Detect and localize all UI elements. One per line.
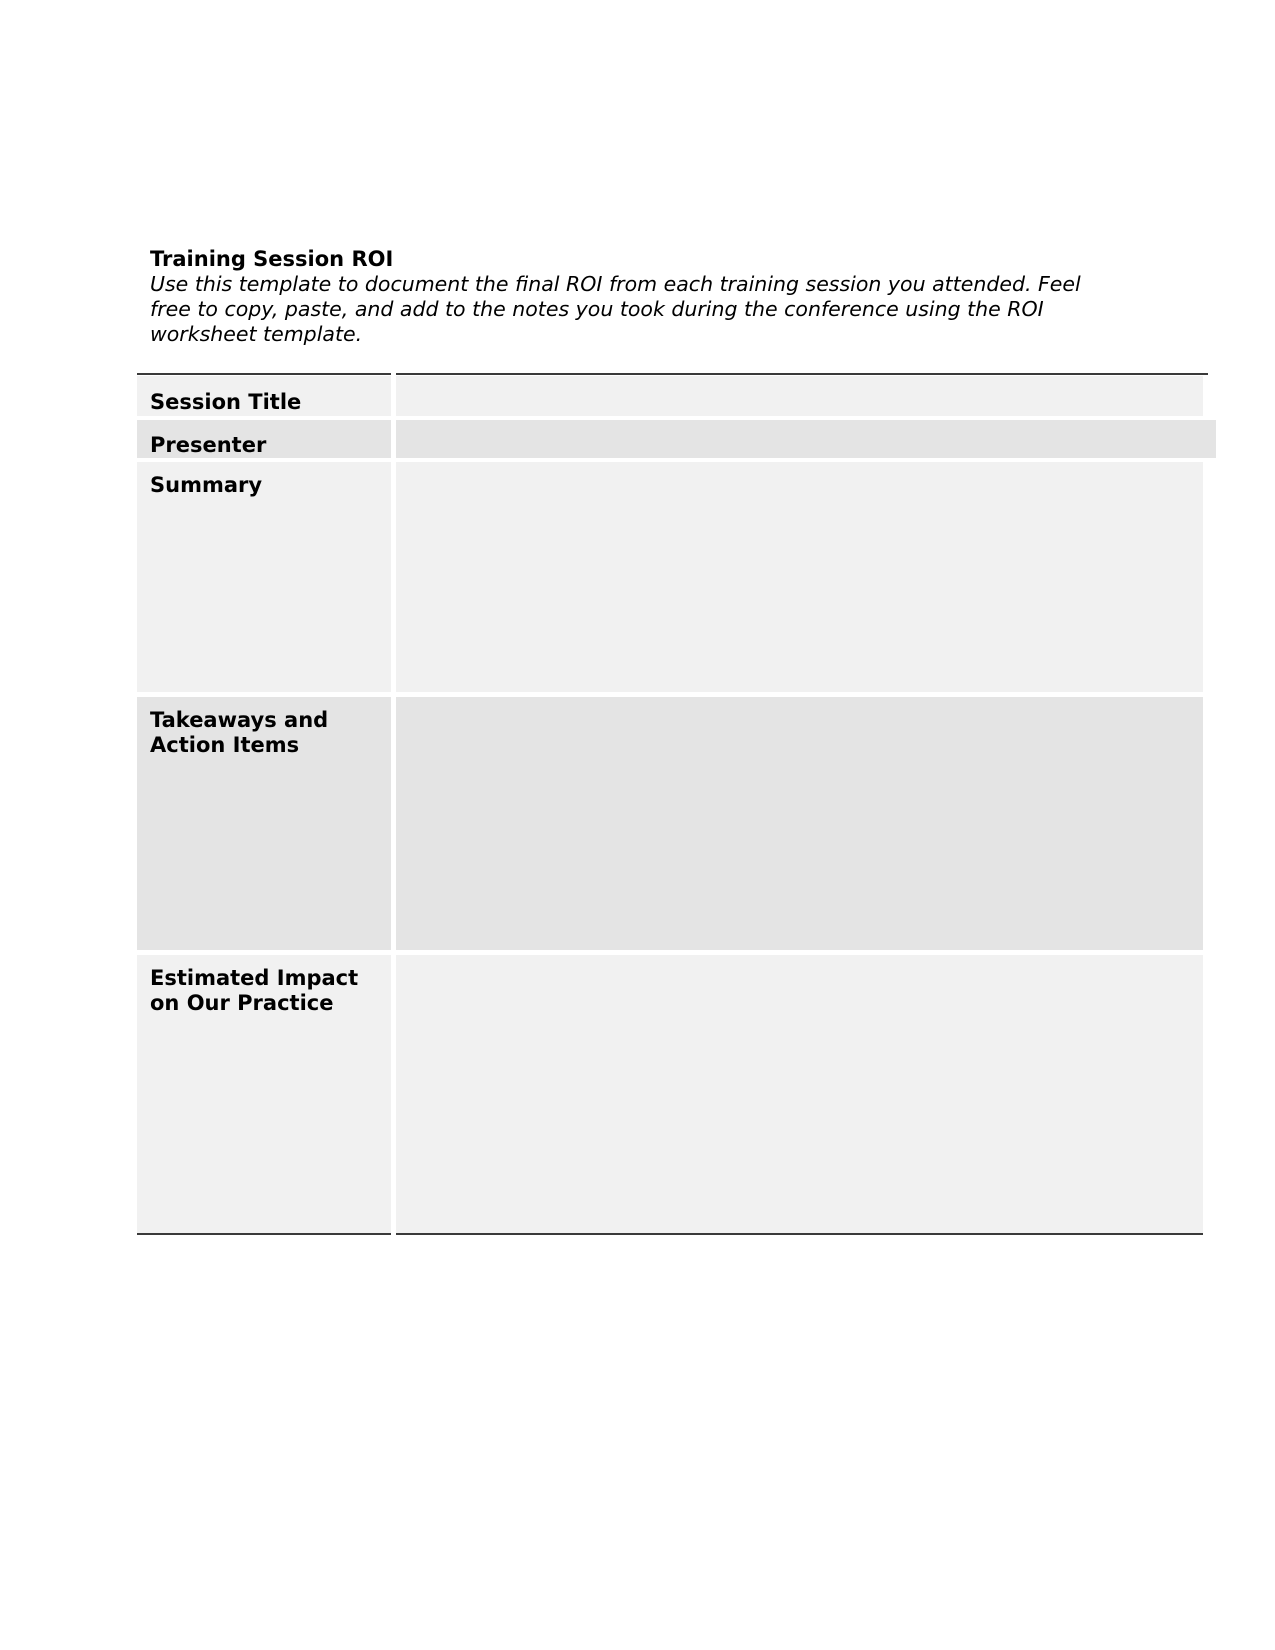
table-top-rule-value bbox=[396, 373, 1208, 375]
document-description: Use this template to document the final ROI from each training session you attended. Feel free to copy, paste, and add to the notes you took during the conference using the ROI worksheet template. bbox=[150, 272, 1081, 346]
estimated-impact-label: Estimated Impact on Our Practice bbox=[137, 955, 391, 1234]
summary-field[interactable] bbox=[396, 462, 1203, 692]
session-title-field[interactable] bbox=[396, 376, 1203, 416]
document-title: Training Session ROI bbox=[150, 247, 394, 271]
document-intro bbox=[150, 247, 1110, 347]
table-bottom-rule-label bbox=[137, 1233, 391, 1235]
presenter-label: Presenter bbox=[137, 420, 391, 458]
summary-label: Summary bbox=[137, 462, 391, 692]
session-title-label: Session Title bbox=[137, 376, 391, 416]
presenter-field[interactable] bbox=[396, 420, 1216, 458]
estimated-impact-field[interactable] bbox=[396, 955, 1203, 1234]
takeaways-field[interactable] bbox=[396, 697, 1203, 950]
table-top-rule-label bbox=[137, 373, 391, 375]
roi-form-table bbox=[137, 373, 1208, 1237]
takeaways-label: Takeaways and Action Items bbox=[137, 697, 391, 950]
table-bottom-rule-value bbox=[396, 1233, 1203, 1235]
